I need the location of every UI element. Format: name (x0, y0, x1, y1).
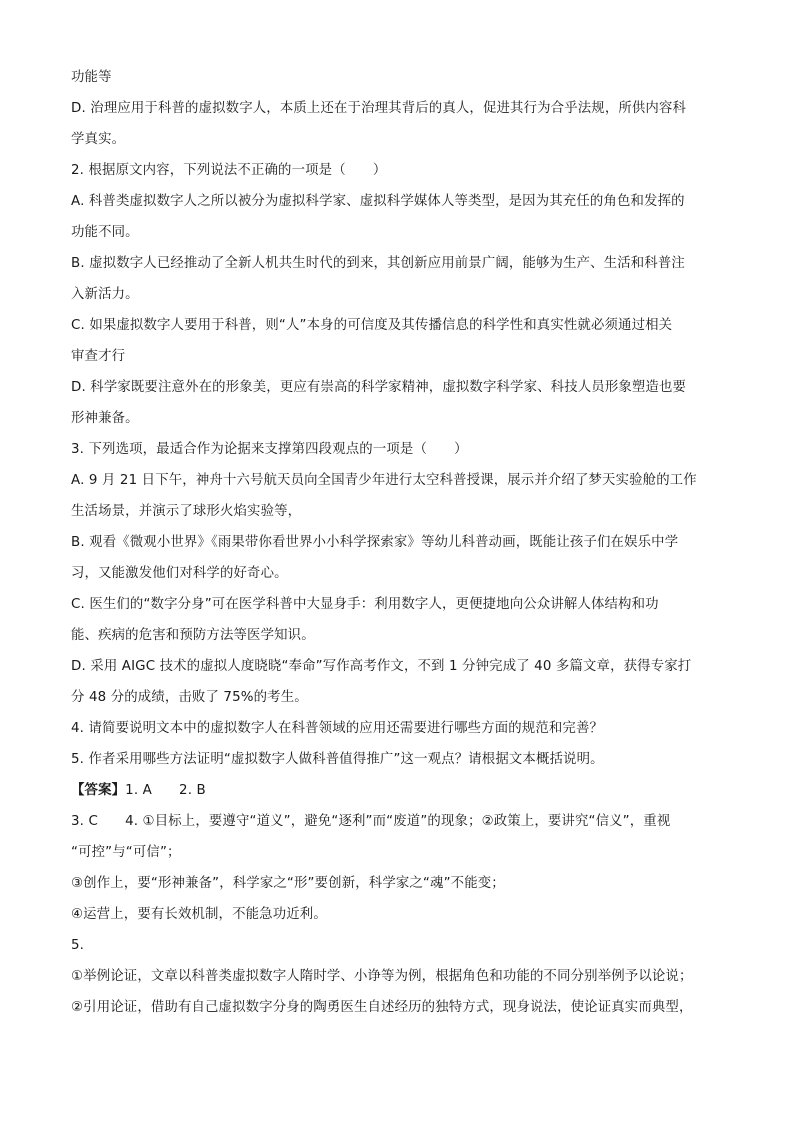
text-line: 学真实。 (71, 132, 126, 147)
answer-text: ③创作上，要“形神兼备”，科学家之“形”要创新，科学家之“魂”不能变； (71, 876, 505, 891)
text-line: 习，又能激发他们对科学的好奇心。 (71, 566, 288, 581)
question-3: 3. 下列选项，最适合作为论据来支撑第四段观点的一项是（ ） (71, 442, 468, 457)
text-line: 生活场景，并演示了球形火焰实验等， (71, 504, 302, 519)
text-line: 入新活力。 (71, 287, 139, 302)
text-line: 分 48 分的成绩，击败了 75%的考生。 (71, 690, 308, 705)
text-line: 功能不同。 (71, 225, 139, 240)
text-line: 能、疾病的危害和预防方法等医学知识。 (71, 628, 315, 643)
answer-text: “可控”与“可信”； (71, 845, 181, 860)
answer-text: ①举例论证，文章以科普类虚拟数字人隋时学、小诤等为例，根据角色和功能的不同分别举例予以论说； (71, 969, 693, 984)
option-d-text: D. 采用 AIGC 技术的虚拟人度晓晓“奉命”写作高考作文，不到 1 分钟完成了 40 多篇文章，获得专家打 (71, 659, 692, 674)
option-d-text: D. 科学家既要注意外在的形象美，更应有崇高的科学家精神，虚拟数字科学家、科技人员形象塑造也要 (71, 380, 687, 395)
option-b-text: B. 虚拟数字人已经推动了全新人机共生时代的到来，其创新应用前景广阔，能够为生产、生活和科普注 (71, 256, 685, 271)
text-line: 形神兼备。 (71, 411, 139, 426)
option-a-text: A. 科普类虚拟数字人之所以被分为虚拟科学家、虚拟科学媒体人等类型，是因为其充任的角色和发挥的 (71, 194, 685, 209)
question-5: 5. 作者采用哪些方法证明“虚拟数字人做科普值得推广”这一观点？请根据文本概括说明。 (71, 752, 604, 767)
answer-text: 3. C 4. ①目标上，要遵守“道义”，避免“逐利”而“废道”的现象；②政策上，要讲究“信义”，重视 (71, 814, 671, 829)
answer-line (71, 775, 724, 806)
answer-text: ④运营上，要有长效机制，不能急功近利。 (71, 907, 327, 922)
question-4: 4. 请简要说明文本中的虚拟数字人在科普领域的应用还需要进行哪些方面的规范和完善？ (71, 721, 604, 736)
text-line: 审查才行 (71, 349, 126, 364)
question-2: 2. 根据原文内容，下列说法不正确的一项是（ ） (71, 163, 387, 178)
answer-text: ②引用论证，借助有自己虚拟数字分身的陶勇医生自述经历的独特方式，现身说法，使论证真实而典型， (71, 1000, 693, 1015)
option-c-text: C. 如果虚拟数字人要用于科普，则“人”本身的可信度及其传播信息的科学性和真实性就必须通过相关 (71, 318, 673, 333)
answer-tag: 【答案】 (71, 783, 126, 798)
option-c-text: C. 医生们的“数字分身”可在医学科普中大显身手：利用数字人，更便捷地向公众讲解人体结构和功 (71, 597, 659, 612)
answer-first: 1. A 2. B (125, 783, 206, 798)
text-line: 功能等 (71, 70, 112, 85)
option-b-text: B. 观看《微观小世界》《雨果带你看世界小小科学探索家》等幼儿科普动画，既能让孩子们在娱乐中学 (71, 535, 679, 550)
option-d-text: D. 治理应用于科普的虚拟数字人，本质上还在于治理其背后的真人，促进其行为合乎法规，所供内容科 (71, 101, 687, 116)
option-a-text: A. 9 月 21 日下午，神舟十六号航天员向全国青少年进行太空科普授课，展示并介绍了梦天实验舱的工作 (71, 473, 697, 488)
answer-text: 5. (71, 938, 85, 953)
